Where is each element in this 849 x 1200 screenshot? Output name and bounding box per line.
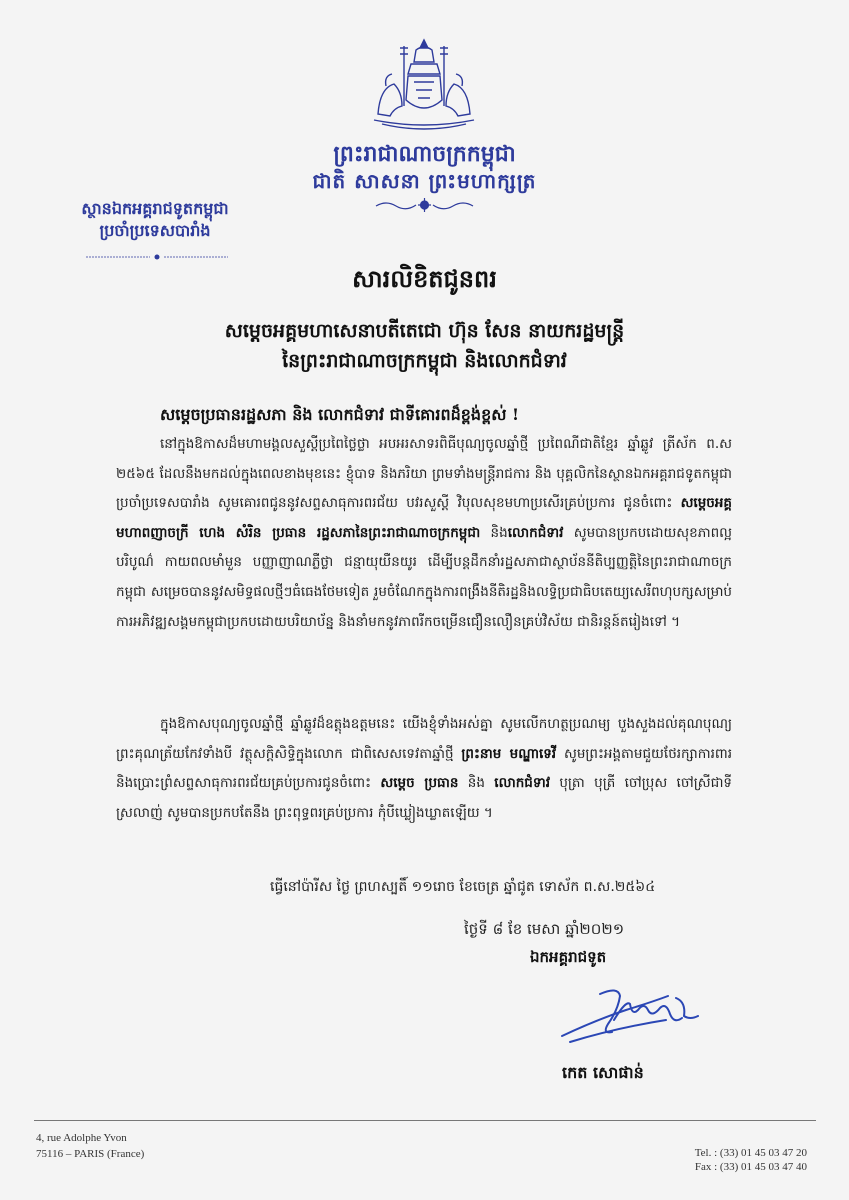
telephone: Tel. : (33) 01 45 03 47 20	[694, 1147, 807, 1159]
signer-title: ឯកអគ្គរាជទូត	[530, 948, 607, 966]
address-city: 75116 – PARIS (France)	[36, 1148, 145, 1160]
paragraph-1	[116, 430, 732, 637]
p1-text-c: សូមបានប្រកបដោយសុខភាពល្អបរិបូណ៌ កាយពលមាំមួន បញ្ញាញាណភ្លឺថ្លា ជន្មាយុយឺនយូរ ដើម្បីបន្តដឹកនាំរដ្ឋសភាជាស្ថាប័ននីតិប្បញ្ញត្តិនៃព្រះរាជាណាចក្រកម្ពុជា សម្រេចបាននូវសមិទ្ធផលថ្មីៗធំធេងថែមទៀត រួមចំណែកក្នុងការពង្រឹងនីតិរដ្ឋនិងលទ្ធិប្រជាធិបតេយ្យសេរីពហុបក្សសម្រាប់ការអភិវឌ្ឍសង្គមកម្ពុជាប្រកបដោយបរិយាប័ន្ន និងនាំមកនូវភាពរីកចម្រើនជឿនលឿនគ្រប់វិស័យ ជានិរន្តន៍តរៀងទៅ ។	[116, 524, 733, 630]
handwritten-signature	[556, 980, 706, 1050]
fax: Fax : (33) 01 45 03 47 40	[694, 1161, 807, 1173]
subtitle-line-1: សម្តេចអគ្គមហាសេនាបតីតេជោ ហ៊ុន សែន នាយករដ្ឋមន្ត្រី	[224, 320, 625, 342]
kingdom-name: ព្រះរាជាណាចក្រកម្ពុជា	[333, 141, 516, 167]
date-line-lunar: ធ្វើនៅប៉ារីស ថ្ងៃ ព្រហស្បតិ៍ ១១រោច ខែចេត្រ ឆ្នាំជូត ទោស័ក ព.ស.២៥៦៤	[270, 879, 656, 895]
p1-bold-recipient: សម្តេចអគ្គមហាពញាចក្រី ហេង សំរិន ប្រធាន រដ្ឋសភានៃព្រះរាជាណាចក្រកម្ពុជា	[116, 495, 732, 541]
p2-text-c: និង	[458, 775, 495, 792]
date-line-gregorian: ថ្ងៃទី ៨ ខែ មេសា ឆ្នាំ២០២១	[464, 920, 625, 938]
p1-text-a: នៅក្នុងឱកាសដ៏មហាមង្គលសួស្តីប្រពៃថ្លៃថ្លា អបអរសាទរពិធីបុណ្យចូលឆ្នាំថ្មី ប្រពៃណីជាតិខ្មែរ ឆ្នាំឆ្លូវ ត្រីស័ក ព.ស ២៥៦៥ ដែលនឹងមកដល់ក្នុងពេលខាងមុខនេះ ខ្ញុំបាទ និងភរិយា ព្រមទាំងមន្ត្រីរាជការ និង បុគ្គលិកនៃស្ថានឯកអគ្គរាជទូតកម្ពុជាប្រចាំប្រទេសបារាំង សូមគោរពជូននូវសព្ទសាធុការពរជ័យ បវរសួស្តី វិបុលសុខមហាប្រសើរគ្រប់ប្រការ ជូនចំពោះ	[116, 436, 732, 512]
p1-bold-spouse: លោកជំទាវ	[507, 524, 564, 541]
p2-bold-spouse: លោកជំទាវ	[494, 775, 550, 792]
footer-address	[36, 1130, 286, 1162]
address-street: 4, rue Adolphe Yvon	[36, 1132, 127, 1144]
footer-divider	[34, 1120, 816, 1121]
p2-bold-deity: ព្រះនាម មណ្ឌាទេវី	[461, 745, 557, 762]
p2-bold-president: សម្តេច ប្រធាន	[380, 775, 459, 792]
embassy-divider-icon	[82, 252, 232, 262]
footer-contact	[557, 1146, 807, 1174]
national-motto: ជាតិ សាសនា ព្រះមហាក្សត្រ	[312, 169, 537, 193]
p2-text-a: ក្នុងឱកាសបុណ្យចូលឆ្នាំថ្មី ឆ្នាំឆ្លូវដ៏ឧត្តុងឧត្តមនេះ យើងខ្ញុំទាំងអស់គ្នា សូមលើកហត្ថប្រណម្យ បួងសួងដល់គុណបុណ្យព្រះគុណត្រ័យកែវទាំងបី វត្ថុសក្តិសិទ្ធិក្នុងលោក ជាពិសេសទេវតាឆ្នាំថ្មី	[116, 716, 732, 762]
ornament-divider-icon	[372, 196, 477, 214]
paragraph-2	[116, 710, 732, 828]
salutation: សម្តេចប្រធានរដ្ឋសភា និង លោកជំទាវ ជាទីគោរពដ៏ខ្ពង់ខ្ពស់ !	[160, 405, 520, 424]
embassy-header	[70, 198, 240, 242]
p2-text-d: បុត្រា បុត្រី ចៅប្រុស ចៅស្រីជាទីស្រលាញ់ សូមបានប្រកបតែនឹង ព្រះពុទ្ធពរគ្រប់ប្រការ កុំបីឃ្លៀងឃ្លាតឡើយ ។	[116, 775, 732, 821]
embassy-location: ប្រចាំប្រទេសបារាំង	[99, 221, 211, 240]
embassy-name: ស្ថានឯកអគ្គរាជទូតកម្ពុជា	[81, 199, 229, 218]
p2-text-b: សូមព្រះអង្គតាមជួយថែរក្សាការពារ និងប្រោះព្រំសព្ទសាធុការពរជ័យគ្រប់ប្រការជូនចំពោះ	[116, 745, 732, 792]
letter-title: សារលិខិតជូនពរ	[352, 264, 497, 293]
subtitle-line-2: នៃព្រះរាជាណាចក្រកម្ពុជា និងលោកជំទាវ	[282, 350, 567, 372]
kingdom-header	[250, 140, 599, 194]
signer-name: កេត សោផាន់	[562, 1063, 644, 1082]
p1-text-b: និង	[480, 524, 508, 541]
royal-coat-of-arms-icon	[364, 36, 484, 132]
letter-subtitle	[100, 316, 749, 376]
